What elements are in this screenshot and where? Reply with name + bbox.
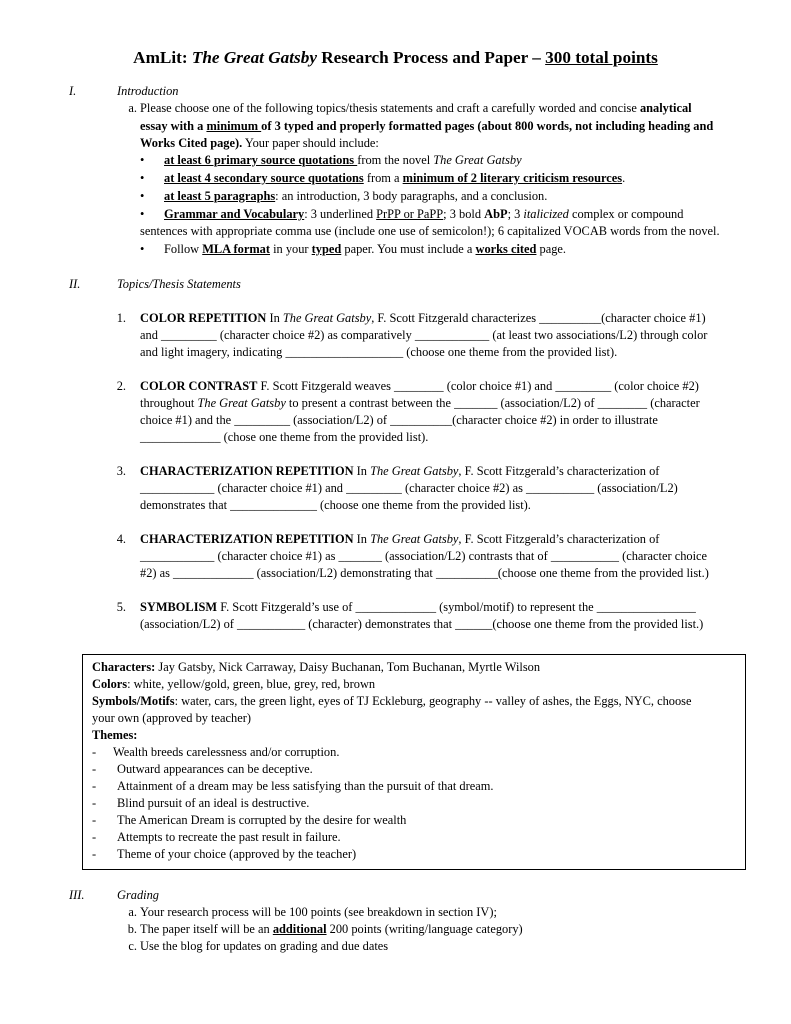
item-letter: a. — [128, 905, 137, 919]
topic-2-line-4: _____________ (chose one theme from the provided list). — [140, 430, 429, 444]
bullet-icon: • — [140, 153, 145, 167]
topic-1-line-2: and _________ (character choice #2) as comparatively ____________ (at least two associations/L2) through color — [140, 328, 708, 342]
requirement-primary-quotes: at least 6 primary source quotations from the novel The Great Gatsby — [164, 153, 522, 167]
topic-2-line-1: COLOR CONTRAST F. Scott Fitzgerald weaves ________ (color choice #1) and _________ (color choice #2) — [140, 379, 699, 393]
intro-line-2: essay with a minimum of 3 typed and properly formatted pages (about 800 words, not including heading and — [140, 119, 714, 133]
theme-item: Wealth breeds carelessness and/or corruption. — [113, 745, 340, 759]
topic-number: 1. — [116, 311, 126, 325]
section-3-heading: Grading — [117, 888, 159, 902]
dash-marker: - — [92, 830, 97, 844]
dash-marker: - — [92, 796, 97, 810]
theme-item: Blind pursuit of an ideal is destructive. — [117, 796, 310, 810]
dash-marker: - — [92, 745, 97, 759]
topic-2-line-3: choice #1) and the _________ (association/L2) of __________(character choice #2) in order to illustrate — [140, 413, 658, 427]
theme-item: Attainment of a dream may be less satisfying than the pursuit of that dream. — [117, 779, 494, 793]
topic-number: 4. — [116, 532, 126, 546]
topic-2-line-2: throughout The Great Gatsby to present a contrast between the _______ (association/L2) of ________ (character — [140, 396, 700, 410]
themes-label: Themes: — [92, 728, 138, 742]
topic-5-line-2: (association/L2) of ___________ (character) demonstrates that ______(choose one theme from the provided list.) — [140, 617, 704, 631]
theme-item: Theme of your choice (approved by the teacher) — [117, 847, 357, 861]
section-1-heading: Introduction — [117, 84, 179, 98]
theme-item: Outward appearances can be deceptive. — [117, 762, 313, 776]
topic-3-line-2: ____________ (character choice #1) and _________ (character choice #2) as ___________ (association/L2) — [140, 481, 678, 495]
colors-line: Colors: white, yellow/gold, green, blue, grey, red, brown — [92, 677, 376, 691]
bullet-icon: • — [140, 207, 145, 221]
section-1-numeral: I. — [69, 84, 77, 98]
item-letter: b. — [127, 922, 137, 936]
section-3-numeral: III. — [69, 888, 85, 902]
item-letter: c. — [128, 939, 137, 953]
grading-item-b: The paper itself will be an additional 200 points (writing/language category) — [140, 922, 523, 936]
item-a-letter: a. — [128, 101, 137, 115]
topic-3-line-1: CHARACTERIZATION REPETITION In The Great Gatsby, F. Scott Fitzgerald’s characterization of — [140, 464, 660, 478]
dash-marker: - — [92, 813, 97, 827]
intro-line-1: Please choose one of the following topics/thesis statements and craft a carefully worded and concise analytical — [140, 101, 692, 115]
section-2-numeral: II. — [69, 277, 81, 291]
requirement-grammar-cont: sentences with appropriate comma use (include one use of semicolon!); 6 capitalized VOCAB words from the novel. — [140, 224, 720, 238]
topic-3-line-3: demonstrates that ______________ (choose one theme from the provided list). — [140, 498, 531, 512]
topic-number: 3. — [116, 464, 126, 478]
dash-marker: - — [92, 762, 97, 776]
symbols-line: Symbols/Motifs: water, cars, the green light, eyes of TJ Eckleburg, geography -- valley of ashes, the Eggs, NYC, choose — [92, 694, 692, 708]
symbols-line-cont: your own (approved by teacher) — [92, 711, 251, 725]
requirement-grammar: Grammar and Vocabulary: 3 underlined PrPP or PaPP; 3 bold AbP; 3 italicized complex or compound — [164, 207, 684, 221]
grading-item-a: Your research process will be 100 points (see breakdown in section IV); — [140, 905, 497, 919]
bullet-icon: • — [140, 242, 145, 256]
dash-marker: - — [92, 847, 97, 861]
bullet-icon: • — [140, 189, 145, 203]
section-2-heading: Topics/Thesis Statements — [117, 277, 241, 291]
grading-item-c: Use the blog for updates on grading and due dates — [140, 939, 389, 953]
intro-line-3: Works Cited page). Your paper should include: — [140, 136, 379, 150]
topic-4-line-1: CHARACTERIZATION REPETITION In The Great Gatsby, F. Scott Fitzgerald’s characterization of — [140, 532, 660, 546]
topic-1-line-3: and light imagery, indicating ___________________ (choose one theme from the provided list). — [140, 345, 618, 359]
topic-number: 5. — [116, 600, 126, 614]
characters-line: Characters: Jay Gatsby, Nick Carraway, Daisy Buchanan, Tom Buchanan, Myrtle Wilson — [92, 660, 541, 674]
page-title: AmLit: The Great Gatsby Research Process and Paper – 300 total points — [133, 48, 658, 67]
theme-item: The American Dream is corrupted by the desire for wealth — [117, 813, 407, 827]
requirement-secondary-quotes: at least 4 secondary source quotations from a minimum of 2 literary criticism resources. — [164, 171, 626, 185]
topic-4-line-2: ____________ (character choice #1) as _______ (association/L2) contrasts that of ___________ (character choice — [140, 549, 708, 563]
dash-marker: - — [92, 779, 97, 793]
bullet-icon: • — [140, 171, 145, 185]
topic-5-line-1: SYMBOLISM F. Scott Fitzgerald’s use of _____________ (symbol/motif) to represent the ________________ — [140, 600, 696, 614]
theme-item: Attempts to recreate the past result in failure. — [117, 830, 341, 844]
topic-number: 2. — [116, 379, 126, 393]
requirement-paragraphs: at least 5 paragraphs: an introduction, 3 body paragraphs, and a conclusion. — [164, 189, 548, 203]
requirement-mla: Follow MLA format in your typed paper. You must include a works cited page. — [164, 242, 567, 256]
topic-4-line-3: #2) as _____________ (association/L2) demonstrating that __________(choose one theme from the provided list.) — [140, 566, 709, 580]
topic-1-line-1: COLOR REPETITION In The Great Gatsby, F. Scott Fitzgerald characterizes __________(character choice #1) — [140, 311, 706, 325]
